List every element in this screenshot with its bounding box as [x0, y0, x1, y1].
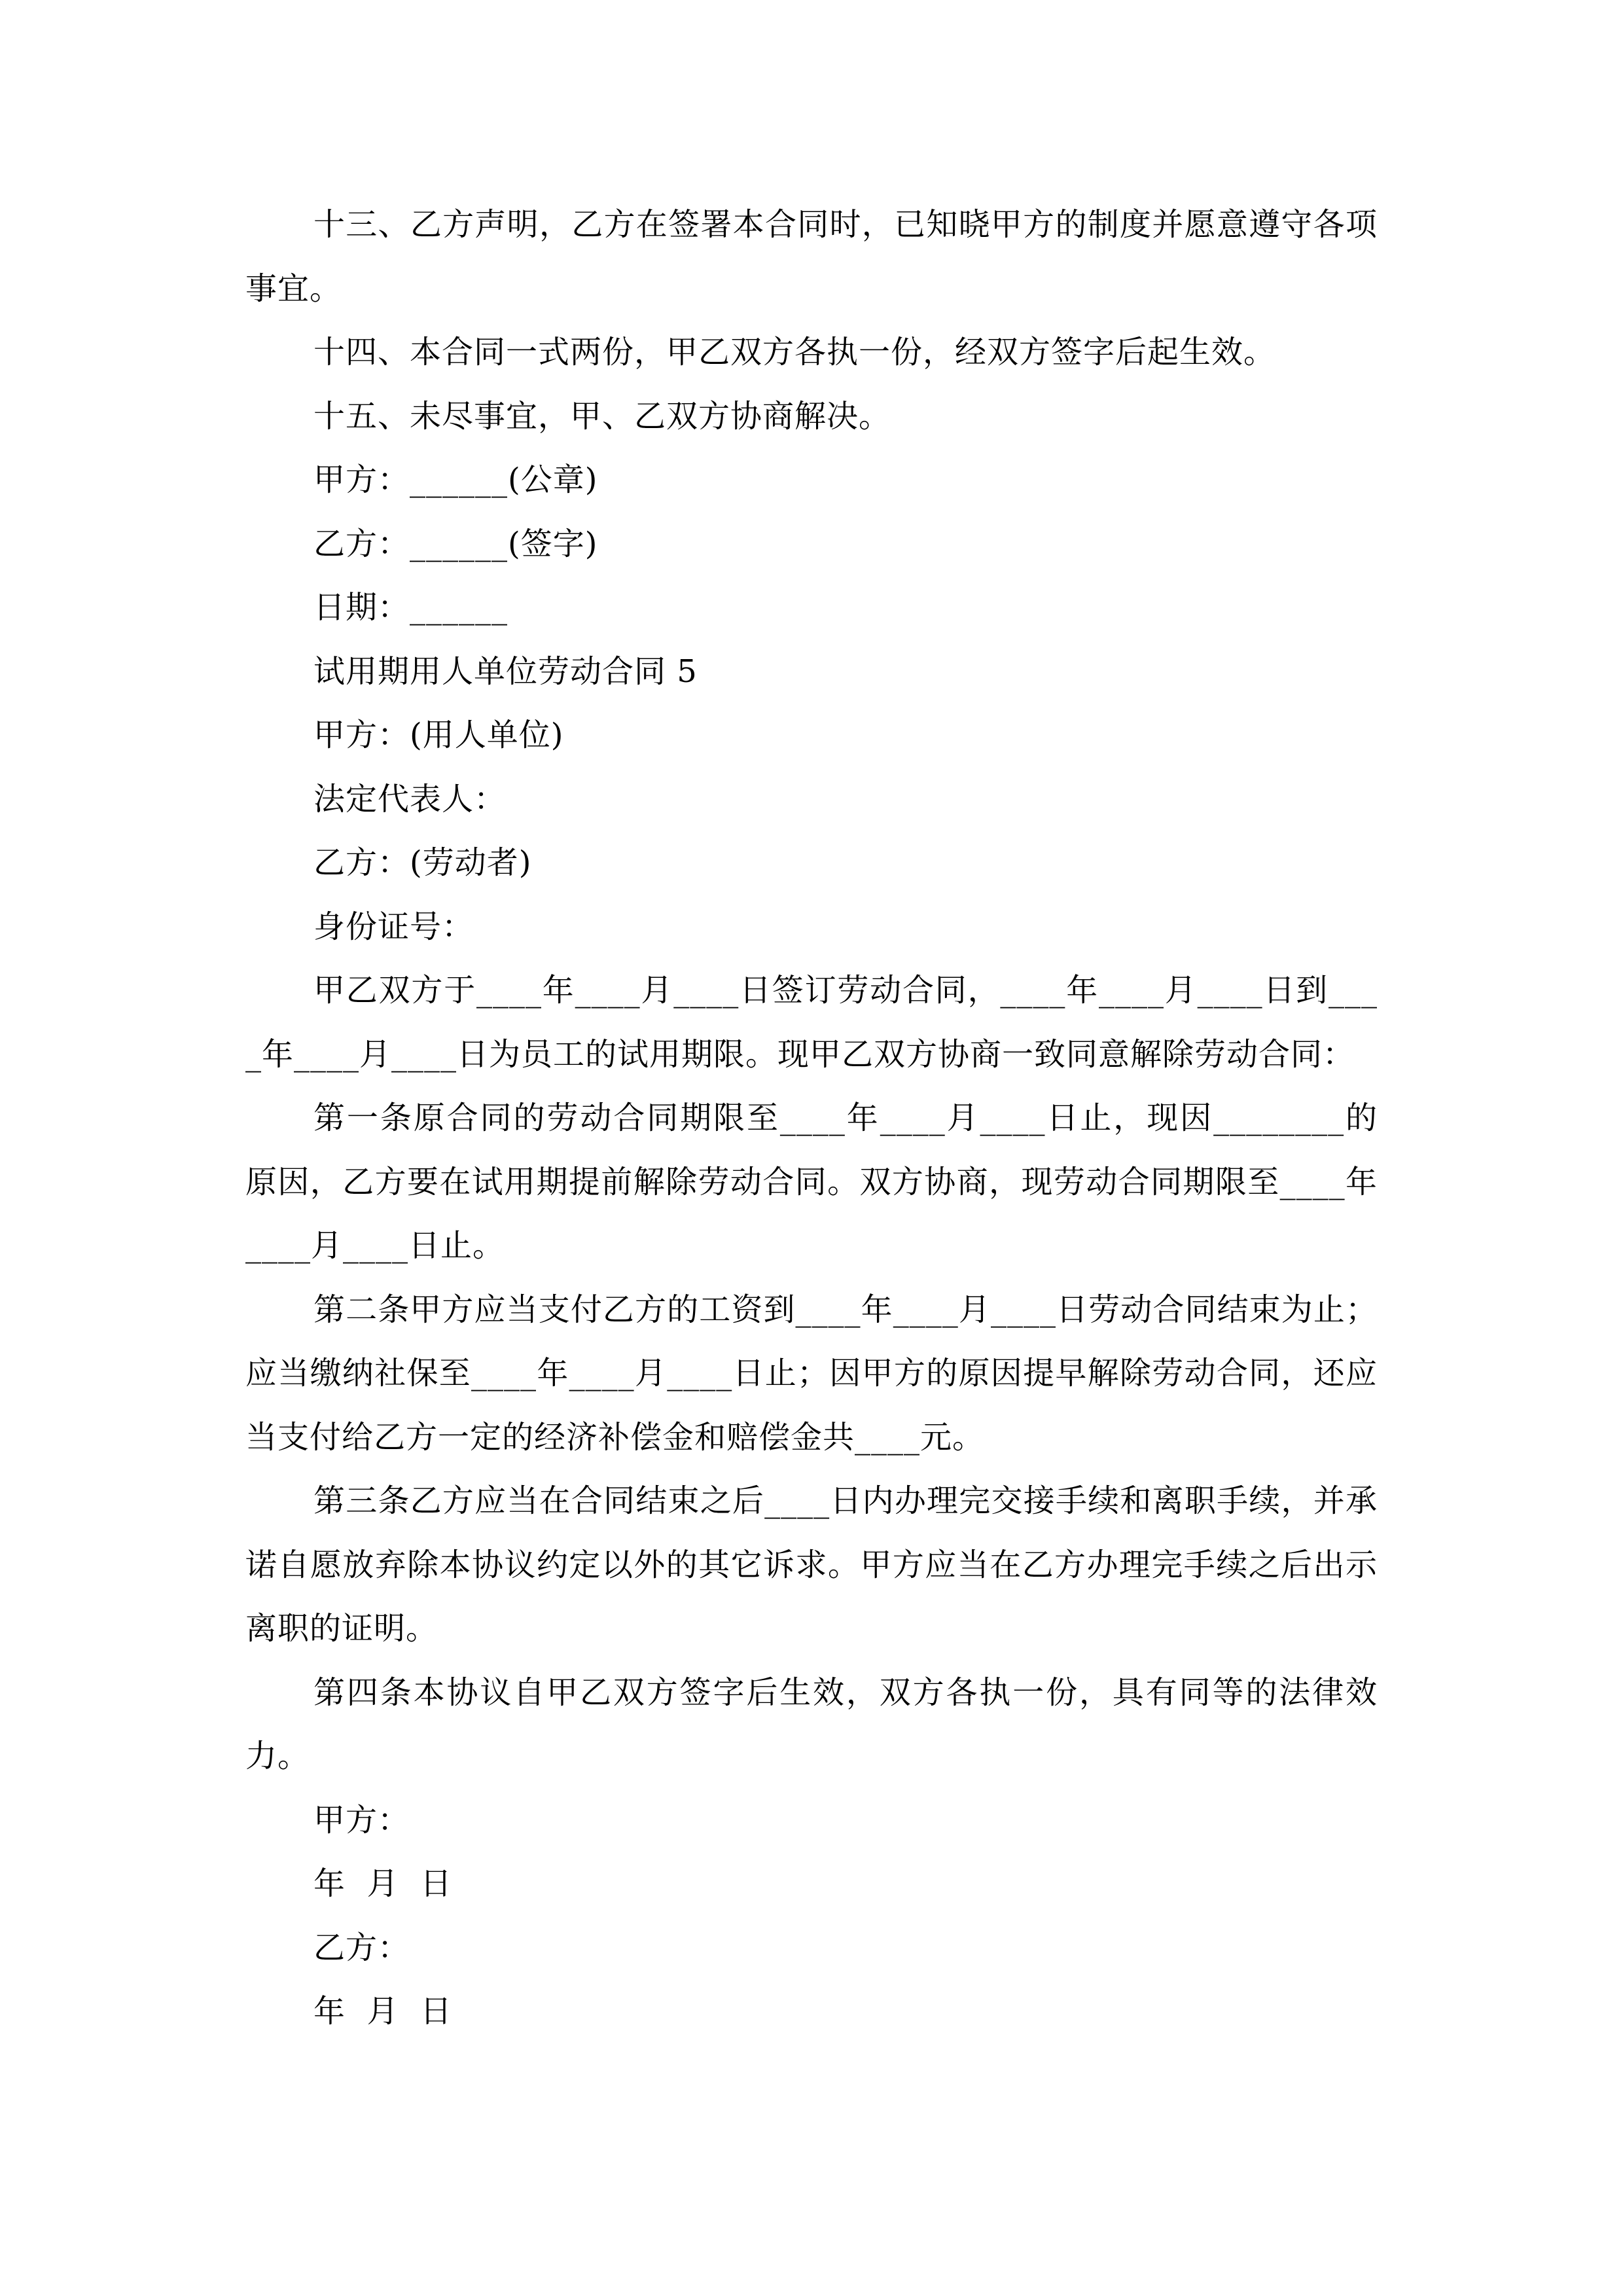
final-party-a-date: 年 月 日 — [313, 1865, 453, 1902]
paragraph-14: 十四、本合同一式两份，甲乙双方各执一份，经双方签字后起生效。 — [313, 334, 1276, 370]
contract-title: 试用期用人单位劳动合同 5 — [313, 653, 698, 690]
signature-date: 日期：______ — [313, 589, 508, 626]
party-a-employer: 甲方：(用人单位) — [313, 717, 564, 753]
document-body — [245, 193, 1378, 2044]
paragraph-15: 十五、未尽事宜，甲、乙双方协商解决。 — [313, 397, 891, 435]
id-number: 身份证号： — [313, 908, 474, 945]
signature-party-b-sign: 乙方：______(签字) — [313, 525, 598, 562]
clause-intro: 甲乙双方于____年____月____日签订劳动合同，____年____月____日到____年____月____日为员工的试用期限。现甲乙双方协商一致同意解除劳动合同： — [245, 972, 1378, 1073]
clause-1: 第一条原合同的劳动合同期限至____年____月____日止，现因________的原因，乙方要在试用期提前解除劳动合同。双方协商，现劳动合同期限至____年____月____日止。 — [245, 1100, 1378, 1264]
clause-2: 第二条甲方应当支付乙方的工资到____年____月____日劳动合同结束为止；应当缴纳社保至____年____月____日止；因甲方的原因提早解除劳动合同，还应当支付给乙方一定的经济补偿金和赔偿金共____元。 — [245, 1291, 1378, 1456]
clause-4: 第四条本协议自甲乙双方签字后生效，双方各执一份，具有同等的法律效力。 — [245, 1674, 1378, 1774]
signature-party-a-seal: 甲方：______(公章) — [313, 461, 598, 498]
final-party-a: 甲方： — [313, 1801, 410, 1839]
paragraph-13: 十三、乙方声明，乙方在签署本合同时，已知晓甲方的制度并愿意遵守各项事宜。 — [245, 206, 1378, 307]
final-party-b: 乙方： — [313, 1929, 410, 1966]
final-party-b-date: 年 月 日 — [313, 1993, 453, 2030]
clause-3: 第三条乙方应当在合同结束之后____日内办理完交接手续和离职手续，并承诺自愿放弃除本协议约定以外的其它诉求。甲方应当在乙方办理完手续之后出示离职的证明。 — [245, 1482, 1378, 1647]
party-b-worker: 乙方：(劳动者) — [313, 844, 532, 881]
legal-representative: 法定代表人： — [313, 780, 507, 817]
